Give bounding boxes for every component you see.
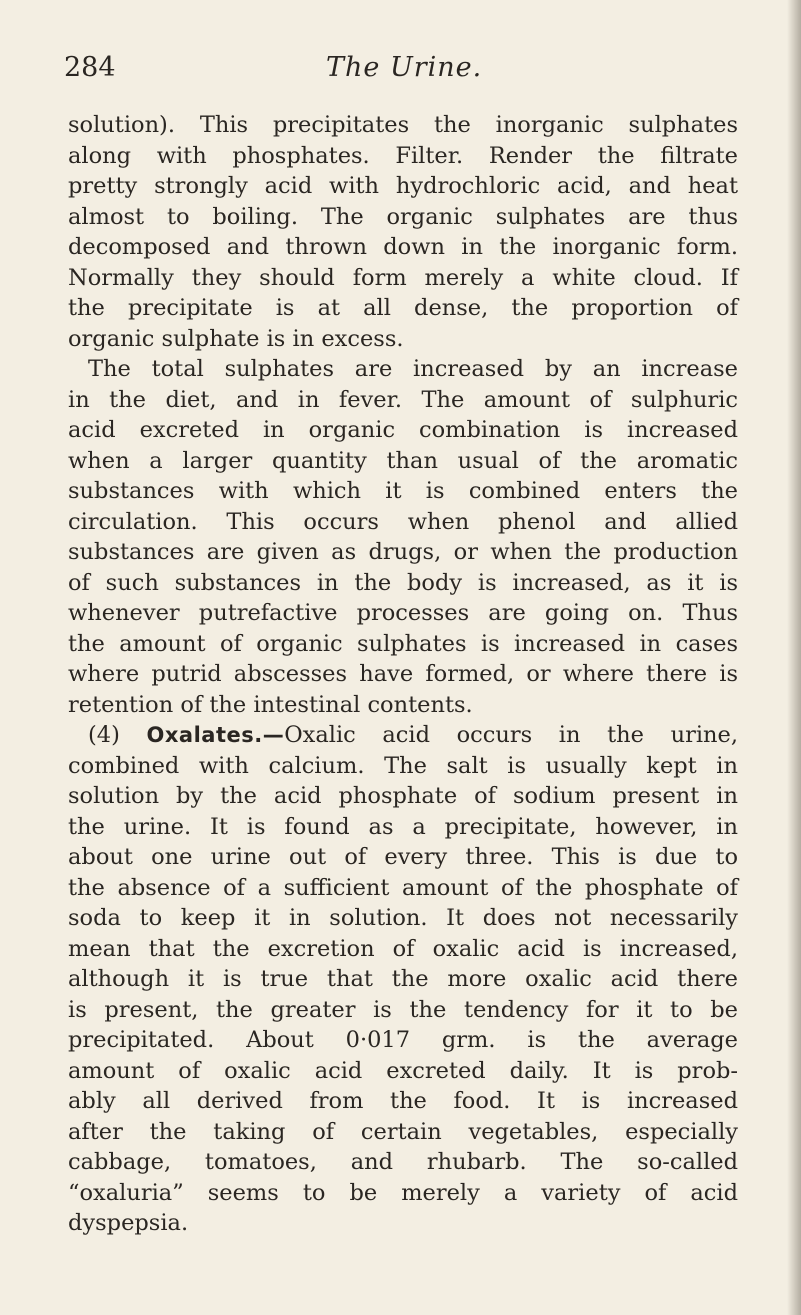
text-line: the amount of organic sulphates is increased in cases [68, 630, 738, 657]
text-line: circulation. This occurs when phenol and allied [68, 508, 738, 535]
text-line: organic sulphate is in excess. [68, 325, 404, 352]
text-line: cabbage, tomatoes, and rhubarb. The so-called [68, 1149, 738, 1175]
text-line: the absence of a sufficient amount of the phosphate of [68, 874, 738, 901]
text-line: whenever putrefactive processes are going on. Thus [68, 600, 738, 626]
text-line: pretty strongly acid with hydrochloric acid, and heat [68, 173, 738, 199]
text-line: substances are given as drugs, or when the production [68, 539, 738, 565]
text-line: mean that the excretion of oxalic acid is increased, [68, 935, 738, 962]
text-line: the precipitate is at all dense, the proportion of [68, 295, 738, 321]
section-heading: Oxalates.— [146, 723, 285, 747]
text-line: combined with calcium. The salt is usually kept in [68, 752, 738, 779]
text-line: in the diet, and in fever. The amount of sulphuric [68, 386, 738, 413]
text-line: solution by the acid phosphate of sodium present in [68, 783, 738, 809]
text-line: the urine. It is found as a precipitate, however, in [68, 813, 738, 840]
paragraph-start-line: The total sulphates are increased by an increase [88, 356, 738, 382]
section-first-line: Oxalic acid occurs in the urine, [284, 722, 738, 748]
text-line: of such substances in the body is increased, as it is [68, 569, 738, 596]
text-line: amount of oxalic acid excreted daily. It is prob- [68, 1057, 738, 1084]
text-line: Normally they should form merely a white cloud. If [68, 264, 738, 291]
text-line: ably all derived from the food. It is increased [68, 1088, 738, 1114]
text-line: after the taking of certain vegetables, especially [68, 1118, 738, 1145]
page-header [64, 52, 764, 92]
text-line: where putrid abscesses have formed, or where there is [68, 661, 738, 687]
section-number: (4) [88, 722, 120, 748]
text-line: soda to keep it in solution. It does not necessarily [68, 905, 738, 931]
text-line: decomposed and thrown down in the inorganic form. [68, 234, 738, 260]
text-line: substances with which it is combined enters the [68, 478, 738, 504]
text-line: acid excreted in organic combination is increased [68, 417, 738, 443]
text-line: when a larger quantity than usual of the aromatic [68, 447, 738, 474]
text-line: dyspepsia. [68, 1210, 189, 1236]
text-line: solution). This precipitates the inorganic sulphates [68, 112, 738, 138]
text-line: although it is true that the more oxalic acid there [68, 966, 738, 992]
text-line: precipitated. About 0·017 grm. is the average [68, 1027, 738, 1053]
page-number: 284 [64, 52, 116, 83]
section-heading-line [88, 720, 738, 750]
page-edge-shadow [787, 0, 801, 1315]
text-line: is present, the greater is the tendency for it to be [68, 996, 738, 1023]
text-line: retention of the intestinal contents. [68, 691, 473, 718]
text-line: about one urine out of every three. This is due to [68, 844, 738, 870]
running-title: The Urine. [326, 52, 483, 83]
text-line: along with phosphates. Filter. Render the filtrate [68, 142, 738, 169]
text-line: almost to boiling. The organic sulphates are thus [68, 203, 738, 230]
text-line: “oxaluria” seems to be merely a variety of acid [68, 1179, 738, 1206]
